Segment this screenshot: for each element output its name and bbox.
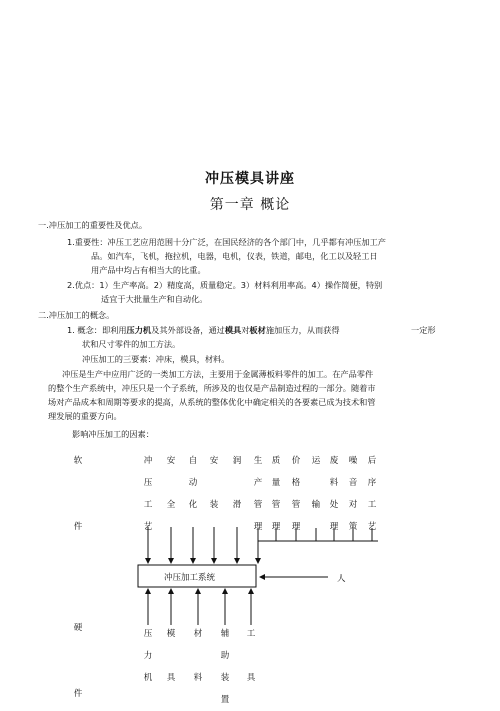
paragraph-line-1: 冲压是生产中应用广泛的一类加工方法，主要用于金属薄板料零件的加工。在产品零件 bbox=[62, 369, 374, 379]
factor-lubrication: 润 滑 bbox=[232, 456, 242, 510]
concept-line-2: 状和尺寸零件的加工方法。 bbox=[82, 339, 181, 349]
concept-line-1-end: 一定形 bbox=[411, 325, 436, 335]
factor-noise: 噪 音 对 策 bbox=[348, 456, 358, 532]
system-box-label: 冲压加工系统 bbox=[164, 573, 216, 583]
factor-process: 冲 压 工 艺 bbox=[143, 456, 153, 532]
paragraph-line-3: 场对产品成本和周期等要求的提高，从系统的整体优化中确定相关的各要素已成为技术和管 bbox=[48, 397, 376, 407]
concept-sheet: 板材 bbox=[249, 325, 266, 335]
factor-press: 压 力 机 bbox=[143, 629, 153, 683]
chapter-heading: 第一章 概论 bbox=[209, 197, 291, 213]
concept-text: 及其外部设备，通过 bbox=[151, 325, 225, 335]
paragraph-line-2: 的整个生产系统中，冲压只是一个子系统，所涉及的也仅是产品制造过程的一部分。随着市 bbox=[48, 383, 376, 393]
three-elements: 冲压加工的三要素：冲床，模具，材料。 bbox=[82, 354, 230, 364]
factor-automation: 自 动 化 bbox=[188, 456, 198, 510]
concept-text: 对 bbox=[241, 325, 250, 335]
concept-text: 施加压力，从而获得 bbox=[265, 325, 340, 335]
advantages-line-1: 2.优点：1）生产率高。2）精度高，质量稳定。3）材料利用率高。4）操作简便，特别 bbox=[67, 280, 383, 290]
factor-quality-mgmt: 质 量 管 理 bbox=[271, 456, 281, 532]
factor-material: 材 料 bbox=[193, 629, 203, 683]
concept-die: 模具 bbox=[224, 325, 242, 335]
factors-heading: 影响冲压加工的因素： bbox=[72, 429, 154, 439]
factor-waste: 废 料 处 理 bbox=[329, 456, 339, 532]
advantages-line-2: 适宜于大批量生产和自动化。 bbox=[101, 294, 208, 304]
paragraph-line-4: 理发展的重要方向。 bbox=[48, 411, 122, 421]
factor-die: 模 具 bbox=[166, 629, 176, 683]
concept-press: 压力机 bbox=[126, 325, 152, 335]
document-title: 冲压模具讲座 bbox=[205, 171, 295, 187]
section-2-heading: 二.冲压加工的概念。 bbox=[38, 310, 115, 320]
factor-installation: 安 装 bbox=[209, 456, 219, 510]
person-label: 人 bbox=[337, 574, 346, 584]
importance-line-2: 品。如汽车，飞机，拖拉机，电器，电机，仪表，铁道，邮电，化工以及轻工日 bbox=[91, 251, 378, 261]
hardware-label: 硬 件 bbox=[73, 623, 83, 699]
section-1-heading: 一.冲压加工的重要性及优点。 bbox=[38, 220, 148, 230]
software-label: 软 件 bbox=[73, 456, 83, 532]
factor-safety: 安 全 bbox=[166, 456, 176, 510]
concept-text: 1. 概念：即利用 bbox=[67, 325, 127, 335]
factor-auxiliary: 辅 助 装 置 bbox=[220, 629, 230, 705]
factor-post-process: 后 序 工 艺 bbox=[367, 456, 377, 532]
factor-price-mgmt: 价 格 管 理 bbox=[291, 456, 301, 532]
importance-line-3: 用产品中均占有相当大的比重。 bbox=[91, 265, 206, 275]
factor-tools: 工 具 bbox=[246, 629, 256, 683]
factor-production-mgmt: 生 产 管 理 bbox=[253, 456, 263, 532]
importance-line-1: 1.重要性：冲压工艺应用范围十分广泛，在国民经济的各个部门中，几乎都有冲压加工产 bbox=[67, 237, 386, 247]
factor-transport: 运 输 bbox=[311, 456, 321, 510]
